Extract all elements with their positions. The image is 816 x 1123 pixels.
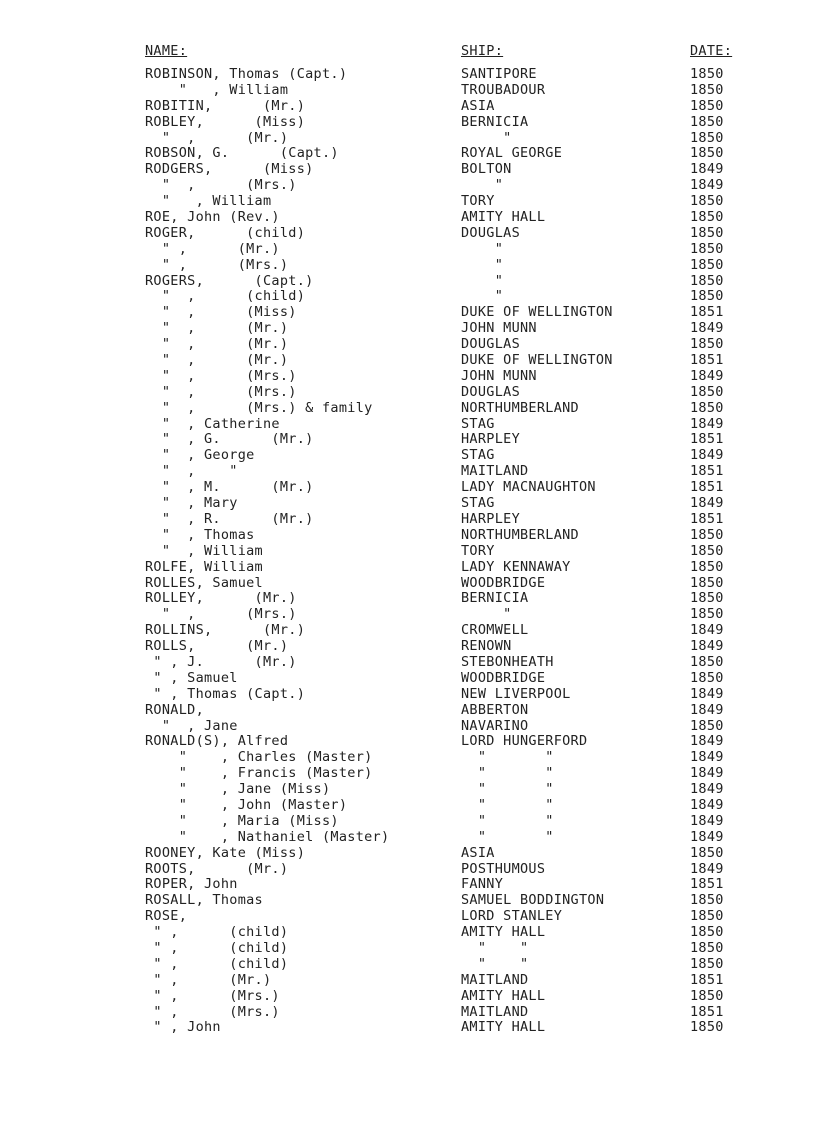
ship-name: BERNICIA [461, 113, 529, 130]
list-item [0, 480, 816, 496]
arrival-date: 1850 [690, 336, 724, 353]
list-item [0, 448, 816, 464]
arrival-date: 1849 [690, 781, 724, 798]
arrival-date: 1850 [690, 97, 724, 114]
ship-name: TROUBADOUR [461, 81, 546, 98]
passenger-name: " , " [145, 463, 238, 480]
passenger-name: ROLFE, William [145, 558, 263, 575]
arrival-date: 1851 [690, 510, 724, 527]
passenger-name: RODGERS, (Miss) [145, 161, 314, 178]
list-item [0, 401, 816, 417]
list-item [0, 242, 816, 258]
passenger-name: ROLLS, (Mr.) [145, 638, 289, 655]
passenger-name: ROSE, [145, 908, 188, 925]
list-item [0, 226, 816, 242]
ship-name: " " [461, 955, 529, 972]
passenger-name: " , Charles (Master) [145, 749, 373, 766]
list-item [0, 846, 816, 862]
arrival-date: 1850 [690, 288, 724, 305]
list-item [0, 274, 816, 290]
arrival-date: 1849 [690, 796, 724, 813]
arrival-date: 1850 [690, 844, 724, 861]
passenger-name: " , G. (Mr.) [145, 431, 314, 448]
passenger-name: ROBINSON, Thomas (Capt.) [145, 66, 348, 82]
list-item [0, 957, 816, 973]
ship-name: " [461, 606, 512, 623]
ship-name: MAITLAND [461, 1003, 529, 1020]
arrival-date: 1850 [690, 669, 724, 686]
arrival-date: 1849 [690, 495, 724, 512]
ship-name: NAVARINO [461, 717, 529, 734]
ship-name: HARPLEY [461, 510, 520, 527]
ship-name: CROMWELL [461, 622, 529, 639]
ship-name: " " [461, 749, 554, 766]
arrival-date: 1851 [690, 352, 724, 369]
passenger-name: " , (Mr.) [145, 240, 280, 257]
arrival-date: 1849 [690, 638, 724, 655]
ship-name: DOUGLAS [461, 336, 520, 353]
list-item [0, 909, 816, 925]
list-item [0, 623, 816, 639]
passenger-name: " , Catherine [145, 415, 280, 432]
arrival-date: 1849 [690, 622, 724, 639]
list-item [0, 576, 816, 592]
ship-name: " [461, 177, 504, 194]
passenger-name: ROLLEY, (Mr.) [145, 590, 297, 607]
passenger-name: " , Mary [145, 495, 238, 512]
passenger-name: " , Thomas [145, 526, 255, 543]
passenger-name: " , (Mrs.) [145, 383, 297, 400]
list-item [0, 687, 816, 703]
ship-name: MAITLAND [461, 971, 529, 988]
list-item [0, 337, 816, 353]
arrival-date: 1850 [690, 717, 724, 734]
passenger-name: ROONEY, Kate (Miss) [145, 844, 306, 861]
ship-name: NEW LIVERPOOL [461, 685, 571, 702]
list-item [0, 893, 816, 909]
arrival-date: 1850 [690, 240, 724, 257]
arrival-date: 1850 [690, 129, 724, 146]
arrival-date: 1850 [690, 256, 724, 273]
arrival-date: 1850 [690, 113, 724, 130]
arrival-date: 1850 [690, 542, 724, 559]
list-item [0, 560, 816, 576]
passenger-name: ROE, John (Rev.) [145, 209, 280, 226]
arrival-date: 1849 [690, 765, 724, 782]
list-item [0, 639, 816, 655]
arrival-date: 1850 [690, 987, 724, 1004]
passenger-name: " , (child) [145, 955, 289, 972]
arrival-date: 1851 [690, 876, 724, 893]
ship-name: ROYAL GEORGE [461, 145, 563, 162]
arrival-date: 1849 [690, 320, 724, 337]
ship-name: TORY [461, 193, 495, 210]
arrival-date: 1850 [690, 892, 724, 909]
ship-name: MAITLAND [461, 463, 529, 480]
ship-name: STAG [461, 447, 495, 464]
passenger-name: ROLLINS, (Mr.) [145, 622, 306, 639]
ship-name: SAMUEL BODDINGTON [461, 892, 605, 909]
ship-name: AMITY HALL [461, 1019, 546, 1036]
passenger-name: ROGER, (child) [145, 224, 306, 241]
ship-name: SANTIPORE [461, 66, 537, 82]
passenger-name: " , (child) [145, 288, 306, 305]
arrival-date: 1851 [690, 463, 724, 480]
passenger-name: ROPER, John [145, 876, 238, 893]
list-item [0, 655, 816, 671]
ship-name: JOHN MUNN [461, 367, 537, 384]
arrival-date: 1849 [690, 701, 724, 718]
passenger-name: " , (Mrs.) [145, 606, 297, 623]
ship-column-header: SHIP: [461, 43, 504, 59]
ship-name: LORD STANLEY [461, 908, 563, 925]
passenger-name: " , Nathaniel (Master) [145, 828, 390, 845]
ship-name: " " [461, 939, 529, 956]
ship-name: " [461, 129, 512, 146]
ship-name: AMITY HALL [461, 987, 546, 1004]
ship-name: DUKE OF WELLINGTON [461, 304, 613, 321]
passenger-name: ROOTS, (Mr.) [145, 860, 289, 877]
list-item [0, 178, 816, 194]
list-item [0, 146, 816, 162]
list-item [0, 210, 816, 226]
ship-name: ASIA [461, 844, 495, 861]
passenger-name: " , William [145, 542, 263, 559]
passenger-name: " , J. (Mr.) [145, 653, 297, 670]
list-item [0, 115, 816, 131]
list-item [0, 464, 816, 480]
arrival-date: 1849 [690, 860, 724, 877]
list-item [0, 766, 816, 782]
list-item [0, 512, 816, 528]
ship-name: NORTHUMBERLAND [461, 526, 579, 543]
passenger-name: " , (child) [145, 939, 289, 956]
passenger-name: " , George [145, 447, 255, 464]
list-item [0, 703, 816, 719]
ship-name: WOODBRIDGE [461, 669, 546, 686]
list-item [0, 417, 816, 433]
ship-name: WOODBRIDGE [461, 574, 546, 591]
ship-name: " " [461, 765, 554, 782]
ship-name: STEBONHEATH [461, 653, 554, 670]
ship-name: DOUGLAS [461, 383, 520, 400]
ship-name: " [461, 272, 504, 289]
arrival-date: 1849 [690, 415, 724, 432]
passenger-name: " , William [145, 81, 289, 98]
passenger-name: " , (Mrs.) [145, 256, 289, 273]
list-item [0, 925, 816, 941]
list-item [0, 99, 816, 115]
list-item [0, 305, 816, 321]
ship-name: ABBERTON [461, 701, 529, 718]
list-item [0, 321, 816, 337]
arrival-date: 1849 [690, 367, 724, 384]
arrival-date: 1850 [690, 209, 724, 226]
passenger-name: " , Jane (Miss) [145, 781, 331, 798]
list-item [0, 67, 816, 83]
ship-name: STAG [461, 415, 495, 432]
passenger-name: " , Samuel [145, 669, 238, 686]
list-item [0, 941, 816, 957]
passenger-name: " , (Mrs.) [145, 1003, 280, 1020]
passenger-name: " , Francis (Master) [145, 765, 373, 782]
passenger-name: " , (child) [145, 924, 289, 941]
list-item [0, 1005, 816, 1021]
passenger-name: " , (Mr.) [145, 320, 289, 337]
arrival-date: 1850 [690, 924, 724, 941]
arrival-date: 1850 [690, 939, 724, 956]
ship-name: ASIA [461, 97, 495, 114]
arrival-date: 1850 [690, 558, 724, 575]
ship-name: BERNICIA [461, 590, 529, 607]
ship-name: DOUGLAS [461, 224, 520, 241]
ship-name: DUKE OF WELLINGTON [461, 352, 613, 369]
ship-name: NORTHUMBERLAND [461, 399, 579, 416]
arrival-date: 1851 [690, 1003, 724, 1020]
passenger-name: " , (Mrs.) [145, 367, 297, 384]
list-item [0, 385, 816, 401]
arrival-date: 1850 [690, 653, 724, 670]
passenger-name: RONALD(S), Alfred [145, 733, 289, 750]
list-item [0, 528, 816, 544]
ship-name: JOHN MUNN [461, 320, 537, 337]
arrival-date: 1851 [690, 479, 724, 496]
passenger-name: " , M. (Mr.) [145, 479, 314, 496]
passenger-name: ROBLEY, (Miss) [145, 113, 306, 130]
list-item [0, 989, 816, 1005]
list-item [0, 750, 816, 766]
ship-name: LORD HUNGERFORD [461, 733, 588, 750]
passenger-name: " , (Mr.) [145, 336, 289, 353]
list-item [0, 496, 816, 512]
list-item [0, 591, 816, 607]
ship-name: " " [461, 796, 554, 813]
passenger-name: ROSALL, Thomas [145, 892, 263, 909]
list-item [0, 544, 816, 560]
arrival-date: 1849 [690, 177, 724, 194]
arrival-date: 1850 [690, 955, 724, 972]
ship-name: STAG [461, 495, 495, 512]
passenger-name: ROBITIN, (Mr.) [145, 97, 306, 114]
passenger-name: " , Jane [145, 717, 238, 734]
list-item [0, 131, 816, 147]
arrival-date: 1851 [690, 971, 724, 988]
passenger-name: " , William [145, 193, 272, 210]
ship-name: " [461, 256, 504, 273]
date-column-header: DATE: [690, 43, 733, 59]
arrival-date: 1850 [690, 526, 724, 543]
list-item [0, 607, 816, 623]
arrival-date: 1850 [690, 272, 724, 289]
arrival-date: 1850 [690, 145, 724, 162]
ship-name: " " [461, 812, 554, 829]
passenger-name: " , (Mrs.) [145, 177, 297, 194]
list-item [0, 798, 816, 814]
list-item [0, 862, 816, 878]
list-item [0, 877, 816, 893]
arrival-date: 1850 [690, 193, 724, 210]
list-item [0, 258, 816, 274]
list-item [0, 194, 816, 210]
passenger-name: RONALD, [145, 701, 204, 718]
name-column-header: NAME: [145, 43, 188, 59]
passenger-name: " , (Mr.) [145, 129, 289, 146]
list-item [0, 671, 816, 687]
list-item [0, 782, 816, 798]
arrival-date: 1849 [690, 812, 724, 829]
ship-name: HARPLEY [461, 431, 520, 448]
passenger-name: " , Maria (Miss) [145, 812, 339, 829]
ship-name: BOLTON [461, 161, 512, 178]
list-item [0, 830, 816, 846]
arrival-date: 1850 [690, 1019, 724, 1036]
list-item [0, 814, 816, 830]
arrival-date: 1850 [690, 81, 724, 98]
arrival-date: 1850 [690, 590, 724, 607]
arrival-date: 1849 [690, 749, 724, 766]
ship-name: FANNY [461, 876, 504, 893]
list-item [0, 289, 816, 305]
arrival-date: 1850 [690, 383, 724, 400]
list-item [0, 353, 816, 369]
ship-name: AMITY HALL [461, 924, 546, 941]
arrival-date: 1849 [690, 828, 724, 845]
arrival-date: 1850 [690, 66, 724, 82]
ship-name: POSTHUMOUS [461, 860, 546, 877]
list-item [0, 719, 816, 735]
list-item [0, 1020, 816, 1036]
ship-name: LADY MACNAUGHTON [461, 479, 596, 496]
passenger-name: ROLLES, Samuel [145, 574, 263, 591]
list-item [0, 369, 816, 385]
ship-name: " " [461, 781, 554, 798]
passenger-name: " , (Miss) [145, 304, 297, 321]
passenger-name: " , R. (Mr.) [145, 510, 314, 527]
arrival-date: 1849 [690, 161, 724, 178]
passenger-name: " , (Mr.) [145, 971, 272, 988]
passenger-name: " , John (Master) [145, 796, 348, 813]
ship-name: " [461, 240, 504, 257]
arrival-date: 1850 [690, 224, 724, 241]
ship-name: " " [461, 828, 554, 845]
arrival-date: 1850 [690, 606, 724, 623]
list-item [0, 162, 816, 178]
passenger-name: ROBSON, G. (Capt.) [145, 145, 339, 162]
list-item [0, 734, 816, 750]
passenger-list [0, 67, 816, 1036]
arrival-date: 1849 [690, 685, 724, 702]
passenger-name: " , Thomas (Capt.) [145, 685, 306, 702]
arrival-date: 1849 [690, 733, 724, 750]
list-item [0, 973, 816, 989]
ship-name: LADY KENNAWAY [461, 558, 571, 575]
arrival-date: 1849 [690, 447, 724, 464]
passenger-name: " , (Mr.) [145, 352, 289, 369]
arrival-date: 1851 [690, 431, 724, 448]
list-item [0, 83, 816, 99]
passenger-name: " , John [145, 1019, 221, 1036]
passenger-name: " , (Mrs.) [145, 987, 280, 1004]
ship-name: " [461, 288, 504, 305]
arrival-date: 1850 [690, 399, 724, 416]
arrival-date: 1851 [690, 304, 724, 321]
arrival-date: 1850 [690, 908, 724, 925]
ship-name: TORY [461, 542, 495, 559]
passenger-name: ROGERS, (Capt.) [145, 272, 314, 289]
ship-name: AMITY HALL [461, 209, 546, 226]
arrival-date: 1850 [690, 574, 724, 591]
passenger-name: " , (Mrs.) & family [145, 399, 373, 416]
list-item [0, 432, 816, 448]
ship-name: RENOWN [461, 638, 512, 655]
